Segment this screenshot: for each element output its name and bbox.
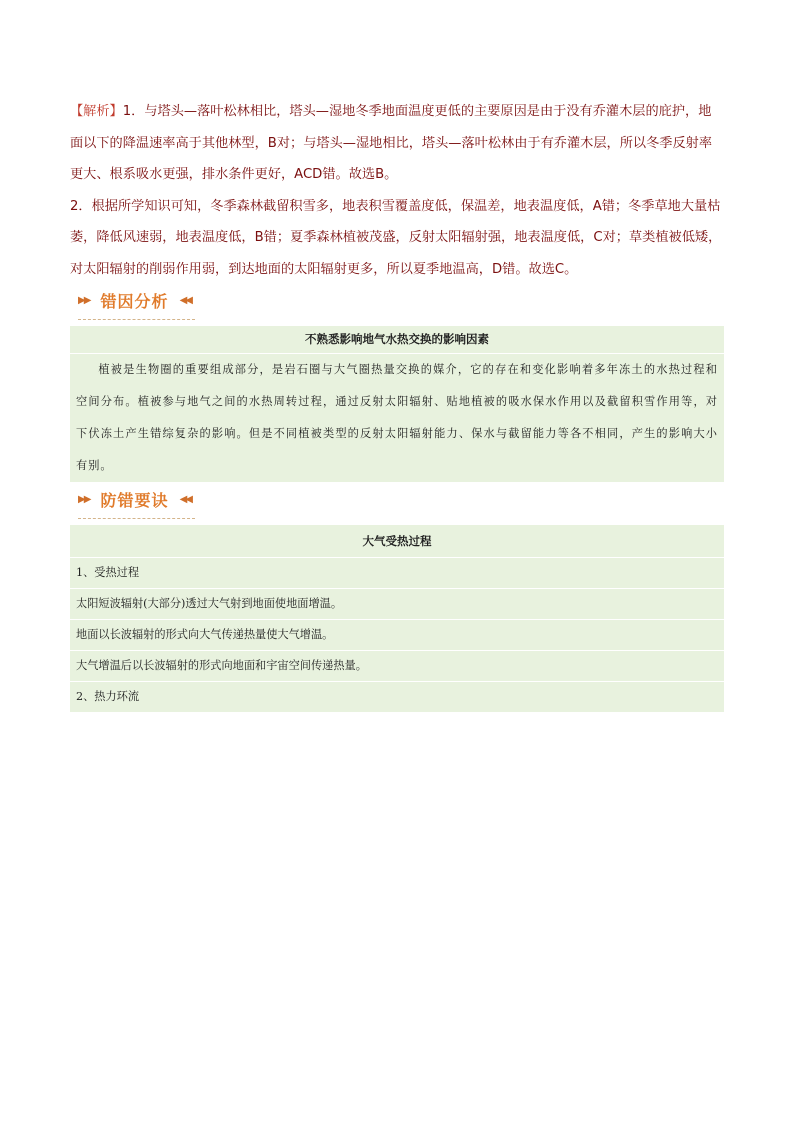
prevention-line: 大气增温后以长波辐射的形式向地面和宇宙空间传递热量。 [70,651,724,682]
prevention-box-title: 大气受热过程 [70,525,724,558]
double-arrow-right-icon: ▶▶ [78,295,90,306]
error-cause-box-text: 植被是生物圈的重要组成部分，是岩石圈与大气圈热量交换的媒介，它的存在和变化影响着多年冻土的水热过程和空间分布。植被参与地气之间的水热周转过程，通过反射太阳辐射、贴地植被的吸水保水作用以及截留积雪作用等，对下伏冻土产生错综复杂的影响。但是不同植被类型的反射太阳辐射能力、保水与截留能力等各不相同，产生的影响大小有别。 [76,363,718,472]
double-arrow-left-icon: ◀◀ [179,295,191,306]
error-cause-box [70,326,724,482]
analysis-text-1: 1．与塔头—落叶松林相比，塔头—湿地冬季地面温度更低的主要原因是由于没有乔灌木层的庇护，地面以下的降温速率高于其他林型，B对；与塔头—湿地相比，塔头—落叶松林由于有乔灌木层，所以冬季反射率更大、根系吸水更强，排水条件更好，ACD错。故选B。 [70,104,713,182]
double-arrow-left-icon: ◀◀ [179,494,191,505]
prevention-line: 太阳短波辐射(大部分)透过大气射到地面使地面增温。 [70,589,724,620]
error-cause-box-title: 不熟悉影响地气水热交换的影响因素 [70,326,724,354]
analysis-paragraph-2: 2．根据所学知识可知，冬季森林截留积雪多，地表积雪覆盖度低，保温差，地表温度低，A错；冬季草地大量枯萎，降低风速弱，地表温度低，B错；夏季森林植被茂盛，反射太阳辐射强，地表温度低，C对；草类植被低矮，对太阳辐射的削弱作用弱，到达地面的太阳辐射更多，所以夏季地温高，D错。故选C。 [70,198,722,277]
analysis-tag: 【解析】 [70,104,123,119]
analysis-paragraph-1 [70,96,724,191]
section-title-error-cause: 错因分析 [100,292,169,311]
section-header-prevention [78,488,195,519]
prevention-box [70,525,724,713]
prevention-line: 1、受热过程 [70,558,724,589]
double-arrow-right-icon: ▶▶ [78,494,90,505]
prevention-line: 2、热力环流 [70,682,724,713]
prevention-line: 地面以长波辐射的形式向大气传递热量使大气增温。 [70,620,724,651]
document-page [70,96,724,713]
section-header-error-cause [78,289,195,320]
section-title-prevention: 防错要诀 [100,491,169,510]
analysis-block [70,96,724,285]
